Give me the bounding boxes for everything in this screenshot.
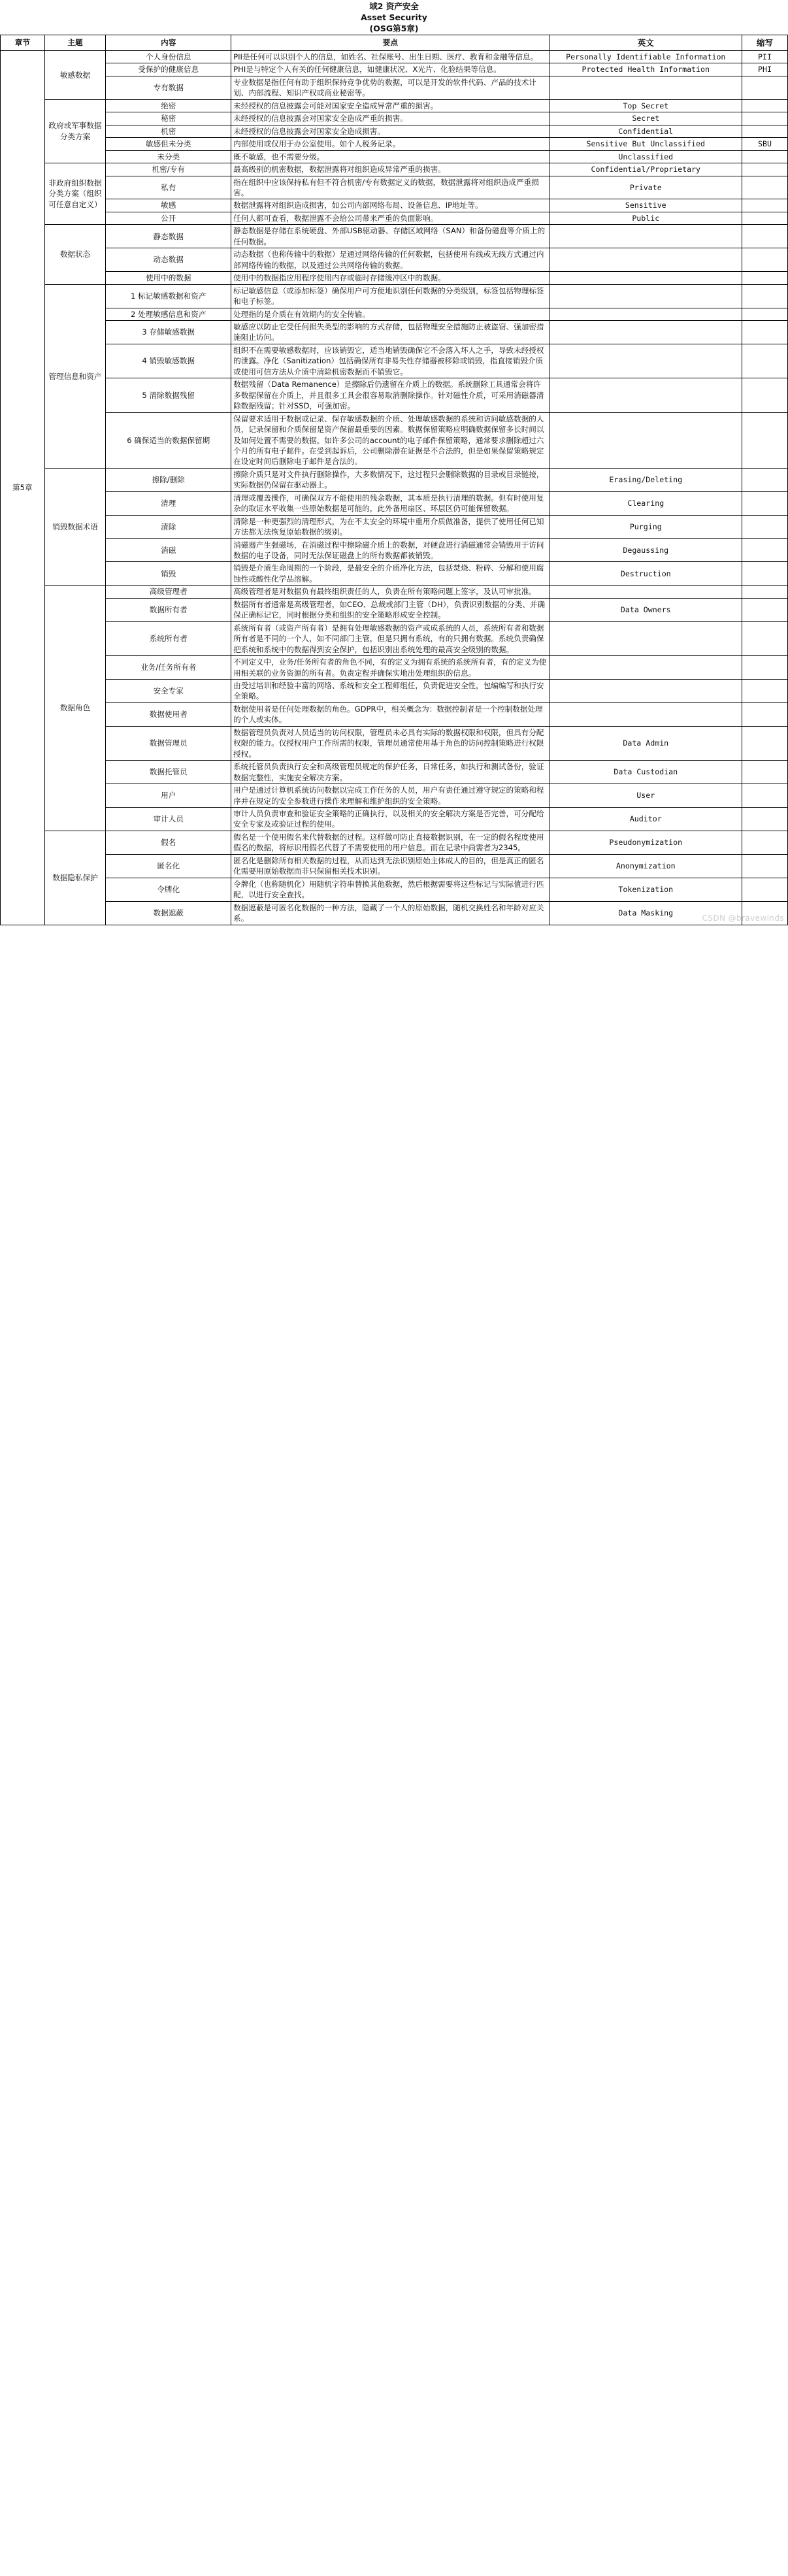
cell-content: 4 销毁敏感数据 [106,344,231,378]
cell-english: Data Admin [550,726,742,760]
cell-abbr [742,808,788,831]
cell-content: 业务/任务所有者 [106,656,231,680]
cell-english [550,586,742,598]
cell-abbr [742,272,788,284]
cell-abbr [742,412,788,468]
cell-topic: 数据角色 [44,586,106,831]
cell-content: 未分类 [106,150,231,163]
col-header-english: 英文 [550,35,742,51]
cell-content: 动态数据 [106,248,231,272]
cell-content: 用户 [106,784,231,808]
title-line-2: Asset Security [361,12,427,22]
cell-content: 假名 [106,831,231,854]
cell-abbr: SBU [742,138,788,150]
cell-english: Erasing/Deleting [550,468,742,491]
table-row [1,378,788,412]
table-row [1,248,788,272]
cell-content: 高级管理者 [106,586,231,598]
cell-english [550,272,742,284]
cell-english: Data Masking [550,901,742,925]
table-row [1,515,788,538]
table-row [1,562,788,586]
col-header-points: 要点 [231,35,550,51]
cell-points: 未经授权的信息披露会对国家安全造成严重的损害。 [231,112,550,125]
cell-points: 数据管理员负责对人员适当的访问权限，管理员未必具有实际的数据权限和权限，但具有分配权限的能力。仅授权用户工作所需的权限，管理员通常使用基于角色的访问控制策略进行权限授权。 [231,726,550,760]
cell-english: Anonymization [550,854,742,878]
cell-points: 数据泄露将对组织造成损害，如公司内部网络布局、设备信息、IP地址等。 [231,199,550,212]
cell-english: Confidential [550,125,742,137]
cell-content: 数据所有者 [106,598,231,621]
cell-english: Sensitive [550,199,742,212]
cell-content: 擦除/删除 [106,468,231,491]
table-row [1,784,788,808]
cell-abbr [742,468,788,491]
cell-english: Sensitive But Unclassified [550,138,742,150]
table-row [1,901,788,925]
cell-english [550,656,742,680]
cell-english [550,320,742,344]
cell-content: 令牌化 [106,878,231,901]
table-row [1,491,788,515]
table-row [1,76,788,99]
cell-content: 敏感但未分类 [106,138,231,150]
cell-content: 清理 [106,491,231,515]
cell-content: 5 清除数据残留 [106,378,231,412]
cell-points: 销毁是介质生命周期的一个阶段，是最安全的介质净化方法，包括焚烧、粉碎、分解和使用腐蚀性或酸性化学品溶解。 [231,562,550,586]
cell-english: Destruction [550,562,742,586]
cell-topic: 数据隐私保护 [44,831,106,925]
cell-points: 不同定义中，业务/任务所有者的角色不同，有的定义为拥有系统的系统所有者，有的定义为使用相关联的业务资源的所有者。负责定程并确保实地出处理组织的信息。 [231,656,550,680]
cell-abbr [742,586,788,598]
cell-points: 敏感应以防止它受任何损失类型的影响的方式存储，包括物理安全措施防止被盗窃、强加密措施阻止访问。 [231,320,550,344]
csdn-watermark: CSDN @bravewinds [702,913,784,923]
cell-content: 使用中的数据 [106,272,231,284]
sheet-title-block [0,0,788,35]
cell-english: Confidential/Proprietary [550,163,742,176]
cell-abbr: PII [742,51,788,63]
cell-abbr [742,621,788,655]
cell-abbr [742,199,788,212]
cell-points: 消磁器产生强磁场，在消磁过程中擦除磁介质上的数据，对硬盘进行消磁通常会销毁用于访问数据的电子设备，同时无法保证磁盘上的所有数据都被销毁。 [231,538,550,562]
cell-abbr [742,538,788,562]
cell-points: 由受过培训和经验丰富的网络、系统和安全工程师组任，负责促进安全性，包编编写和执行安全策略。 [231,680,550,703]
cell-abbr [742,901,788,925]
table-row [1,51,788,63]
cell-abbr [742,515,788,538]
cell-english [550,412,742,468]
cell-content: 数据托管员 [106,761,231,784]
cell-points: 未经授权的信息披露会可能对国家安全造成异常严重的损害。 [231,99,550,112]
cell-english [550,344,742,378]
cell-english [550,225,742,248]
cell-points: 使用中的数据指应用程序使用内存或临时存储缓冲区中的数据。 [231,272,550,284]
table-row [1,621,788,655]
cell-abbr [742,176,788,199]
cell-abbr [742,491,788,515]
asset-security-table [0,35,788,925]
cell-topic: 非政府组织数据分类方案（组织可任意自定义） [44,163,106,225]
cell-content: 公开 [106,212,231,224]
table-row [1,308,788,320]
cell-abbr [742,562,788,586]
table-row [1,808,788,831]
cell-abbr [742,150,788,163]
cell-content: 绝密 [106,99,231,112]
cell-abbr [742,680,788,703]
cell-english: Private [550,176,742,199]
table-row [1,878,788,901]
cell-points: 未经授权的信息披露会对国家安全造成损害。 [231,125,550,137]
table-row [1,163,788,176]
table-row [1,726,788,760]
table-row [1,656,788,680]
cell-content: 个人身份信息 [106,51,231,63]
cell-content: 私有 [106,176,231,199]
cell-points: 高级管理者是对数据负有最终组织责任的人，负责在所有策略问题上签字，及认可审批准。 [231,586,550,598]
cell-english: Personally Identifiable Information [550,51,742,63]
cell-english [550,378,742,412]
cell-content: 数据遮蔽 [106,901,231,925]
table-row [1,831,788,854]
cell-content: 安全专家 [106,680,231,703]
cell-english [550,284,742,308]
cell-topic: 销毁数据术语 [44,468,106,586]
cell-english [550,621,742,655]
table-row [1,702,788,726]
cell-points: 指在组织中应该保持私有但不符合机密/专有数据定义的数据，数据泄露将对组织造成严重损害。 [231,176,550,199]
cell-topic: 政府或军事数据分类方案 [44,99,106,163]
cell-abbr [742,784,788,808]
cell-english: Purging [550,515,742,538]
cell-english: Pseudonymization [550,831,742,854]
cell-topic: 敏感数据 [44,51,106,100]
cell-abbr [742,212,788,224]
table-row [1,63,788,76]
cell-english: Degaussing [550,538,742,562]
cell-points: 动态数据（也称传输中的数据）是通过网络传输的任何数据，包括使用有线或无线方式通过内部网络传输的数据，以及通过公共网络传输的数据。 [231,248,550,272]
cell-points: 清理或覆盖操作，可确保双方不能使用的残余数据，其本质是执行清理的数据。但有时使用复杂的取证水平收集一些原始数据是可能的，此外备用扇区、环层区仍可能保留数据。 [231,491,550,515]
cell-content: 审计人员 [106,808,231,831]
cell-points: PHI是与特定个人有关的任何健康信息，如健康状况、X光片、化验结果等信息。 [231,63,550,76]
col-header-topic: 主题 [44,35,106,51]
cell-points: 用户是通过计算机系统访问数据以完成工作任务的人员，用户有责任通过遵守规定的策略和程序并在规定的安全参数进行操作来理解和维护组织的安全策略。 [231,784,550,808]
cell-points: 任何人都可查看，数据泄露不会给公司带来严重的负面影响。 [231,212,550,224]
cell-topic: 数据状态 [44,225,106,284]
cell-points: 系统托管员负责执行安全和高级管理员规定的保护任务，日常任务，如执行和测试备份，验证数据完整性，实施安全解决方案。 [231,761,550,784]
cell-chapter: 第5章 [1,51,45,925]
cell-abbr [742,854,788,878]
cell-abbr [742,225,788,248]
table-row [1,272,788,284]
table-row [1,344,788,378]
cell-points: 擦除介质只是对文件执行删除操作，大多数情况下，这过程只会删除数据的目录或目录链接，实际数据仍保留在驱动器上。 [231,468,550,491]
cell-abbr [742,344,788,378]
cell-english [550,680,742,703]
cell-english: Tokenization [550,878,742,901]
cell-points: 系统所有者（或资产所有者）是拥有处理敏感数据的资产或成系统的人员，系统所有者和数据所有者是不同的一个人，如不同部门主管，但是只拥有系统，有的只拥有数据。系统负责确保把系统和系统中的数据得到安全保护，包括识别出系统处理的最高安全级别的数据。 [231,621,550,655]
cell-english [550,248,742,272]
cell-english: User [550,784,742,808]
cell-english: Top Secret [550,99,742,112]
cell-content: 销毁 [106,562,231,586]
table-row [1,468,788,491]
cell-abbr [742,308,788,320]
cell-points: 令牌化（也称随机化）用随机字符串替换其他数据，然后根据需要将这些标记与实际值进行匹配，以进行安全查找。 [231,878,550,901]
asset-security-sheet [0,0,788,925]
table-row [1,176,788,199]
table-row [1,854,788,878]
cell-content: 系统所有者 [106,621,231,655]
cell-content: 消磁 [106,538,231,562]
table-row [1,125,788,137]
cell-english: Unclassified [550,150,742,163]
table-row [1,586,788,598]
table-row [1,538,788,562]
table-row [1,320,788,344]
cell-topic: 管理信息和资产 [44,284,106,468]
col-header-chapter: 章节 [1,35,45,51]
cell-content: 机密 [106,125,231,137]
cell-abbr [742,378,788,412]
cell-english [550,308,742,320]
cell-content: 数据使用者 [106,702,231,726]
cell-english: Protected Health Information [550,63,742,76]
cell-abbr [742,656,788,680]
cell-content: 机密/专有 [106,163,231,176]
cell-english [550,702,742,726]
cell-abbr [742,76,788,99]
cell-abbr [742,320,788,344]
cell-english: Data Custodian [550,761,742,784]
cell-points: 内部使用或仅用于办公室使用。如个人税务记录。 [231,138,550,150]
cell-points: PII是任何可以识别个人的信息，如姓名、社保账号、出生日期、医疗、教育和金融等信息。 [231,51,550,63]
cell-abbr [742,99,788,112]
cell-abbr [742,248,788,272]
cell-content: 匿名化 [106,854,231,878]
cell-abbr [742,163,788,176]
cell-content: 受保护的健康信息 [106,63,231,76]
cell-content: 敏感 [106,199,231,212]
col-header-abbr: 缩写 [742,35,788,51]
cell-english: Public [550,212,742,224]
col-header-content: 内容 [106,35,231,51]
table-body [1,51,788,925]
table-row [1,199,788,212]
cell-abbr [742,726,788,760]
cell-points: 假名是一个使用假名来代替数据的过程。这样做可防止直接数据识别，在一定的假名程度使用假名的数据，将标识用假名代替了不需要使用的用户信息。而在记录中尚需者为2345。 [231,831,550,854]
cell-english: Clearing [550,491,742,515]
table-row [1,150,788,163]
cell-content: 1 标记敏感数据和资产 [106,284,231,308]
cell-points: 匿名化是删除所有相关数据的过程，从而达到无法识别原始主体成人的目的，但是真正的匿名化需要用原始数据而非只保留相关技术识别。 [231,854,550,878]
cell-abbr [742,761,788,784]
cell-points: 最高级别的机密数据，数据泄露将对组织造成异常严重的损害。 [231,163,550,176]
table-row [1,761,788,784]
cell-content: 静态数据 [106,225,231,248]
cell-english [550,76,742,99]
cell-points: 既不敏感，也不需要分级。 [231,150,550,163]
table-row [1,225,788,248]
cell-points: 专业数据是指任何有助于组织保持竞争优势的数据，可以是开发的软件代码、产品的技术计划、内部流程、知识产权或商业秘密等。 [231,76,550,99]
title-line-1: 域2 资产安全 [369,1,419,11]
cell-content: 清除 [106,515,231,538]
table-row [1,212,788,224]
cell-abbr [742,702,788,726]
cell-abbr [742,878,788,901]
cell-content: 专有数据 [106,76,231,99]
cell-points: 处理指的是介质在有效期内的安全传输。 [231,308,550,320]
cell-abbr [742,125,788,137]
cell-points: 数据所有者通常是高级管理者，如CEO、总裁或部门主管（DH），负责识别数据的分类、并确保正确标记它，同时根据分类和组织的安全策略形成安全控制。 [231,598,550,621]
cell-abbr: PHI [742,63,788,76]
table-row [1,680,788,703]
table-row [1,138,788,150]
table-row [1,112,788,125]
cell-content: 3 存储敏感数据 [106,320,231,344]
table-header-row [1,35,788,51]
table-row [1,99,788,112]
table-row [1,284,788,308]
cell-english: Data Owners [550,598,742,621]
cell-points: 标记敏感信息（或添加标签）确保用户可方便地识别任何数据的分类级别，标签包括物理标签和电子标签。 [231,284,550,308]
cell-content: 6 确保适当的数据保留期 [106,412,231,468]
table-row [1,412,788,468]
cell-points: 清除是一种更强烈的清理形式，为在不太安全的环境中重用介质做准备，提供了使用任何已知方法都无法恢复原始数据的级别。 [231,515,550,538]
cell-points: 审计人员负责审查和验证安全策略的正确执行，以及相关的安全解决方案是否完善，可分配给安全专家及或验证过程的使用。 [231,808,550,831]
cell-points: 静态数据是存储在系统硬盘、外部USB驱动器、存储区域网络（SAN）和备份磁盘等介质上的任何数据。 [231,225,550,248]
cell-points: 数据残留（Data Remanence）是擦除后仍遗留在介质上的数据。系统删除工具通常会将许多数据保留在介质上，并且很多工具会很容易取消删除操作。针对磁性介质，可采用消磁器清除数据残留；针对SSD，可强加密。 [231,378,550,412]
cell-abbr [742,831,788,854]
cell-points: 数据使用者是任何处理数据的角色。GDPR中，相关概念为：数据控制者是一个控制数据处理的个人或实体。 [231,702,550,726]
cell-content: 2 处理敏感信息和资产 [106,308,231,320]
cell-abbr [742,284,788,308]
cell-points: 保留要求适用于数据或记录、保存敏感数据的介质、处理敏感数据的系统和访问敏感数据的人员，记录保留和介质保留是资产保留最重要的因素。数据保留策略应明确数据保留多长时间以及如何处置不需要的数据。如许多公司的account的电子邮件保留策略，通常要求删除超过六个月的所有电子邮件。在受到起诉后，公司删除潜在证据是不合法的，但是如果保留策略规定在设定时间后删除电子邮件是合法的。 [231,412,550,468]
cell-english: Auditor [550,808,742,831]
cell-content: 数据管理员 [106,726,231,760]
cell-points: 数据遮蔽是可匿名化数据的一种方法，隐藏了一个人的原始数据，随机交换姓名和年龄对应关系。 [231,901,550,925]
cell-content: 秘密 [106,112,231,125]
table-row [1,598,788,621]
cell-points: 组织不在需要敏感数据时，应该销毁它，适当地销毁确保它不会落入坏人之手，导致未经授权的泄露。净化（Sanitization）包括确保所有非易失性存储器被移除或销毁，指直接销毁介质或使用可信方法从介质中清除机密数据而不销毁它。 [231,344,550,378]
cell-abbr [742,598,788,621]
title-line-3: (OSG第5章) [369,24,419,33]
cell-english: Secret [550,112,742,125]
cell-abbr [742,112,788,125]
